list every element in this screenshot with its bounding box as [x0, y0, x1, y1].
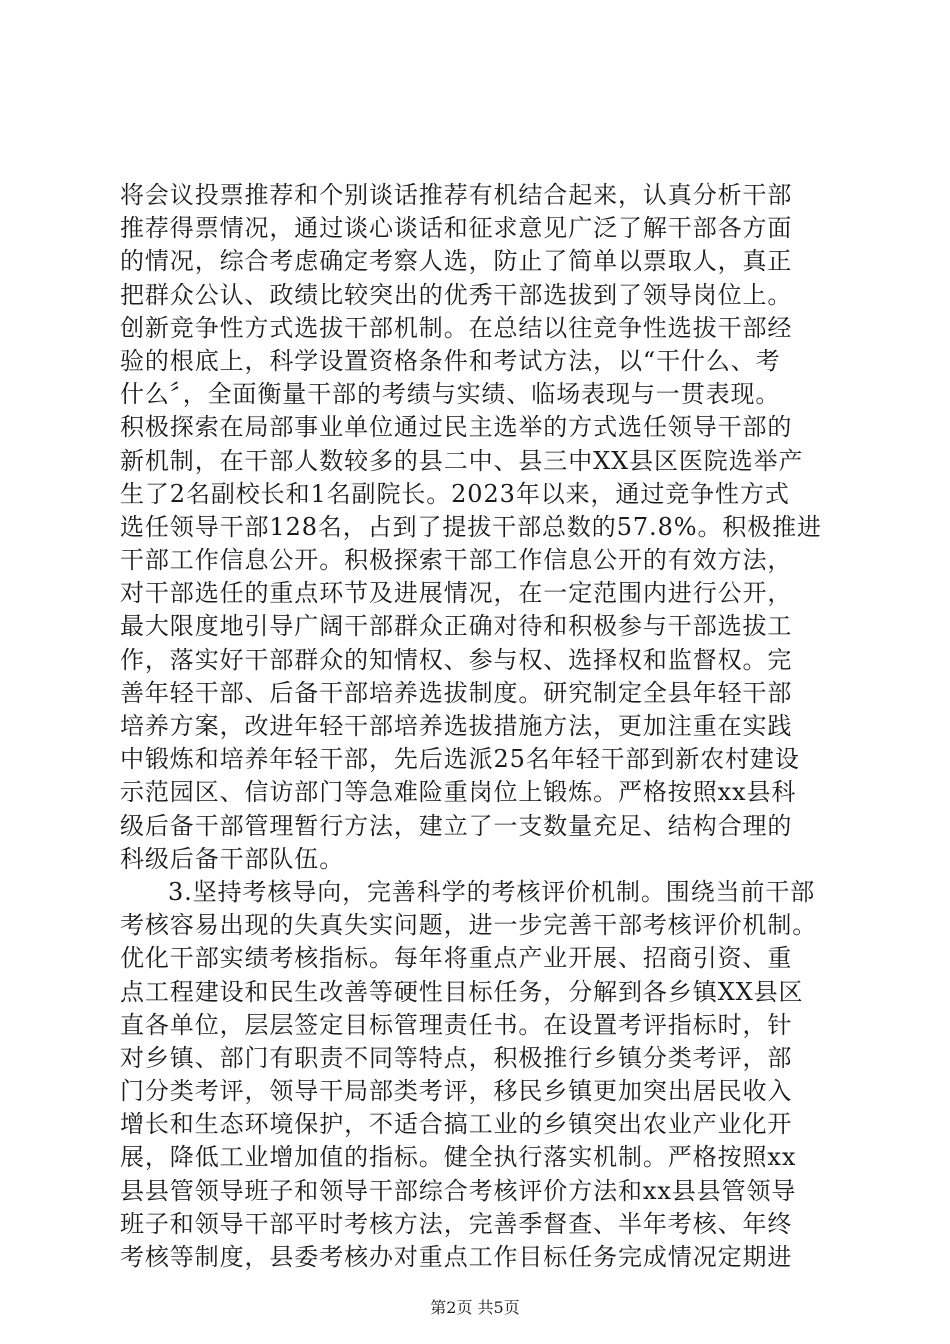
text-line: 最大限度地引导广阔干部群众正确对待和积极参与干部选拔工	[120, 612, 793, 641]
text-line: 增长和生态环境保护，不适合搞工业的乡镇突出农业产业化开	[120, 1110, 793, 1139]
text-line: 科级后备干部队伍。	[120, 844, 345, 873]
text-line: 积极探索在局部事业单位通过民主选举的方式选任领导干部的	[120, 413, 793, 442]
text-line: 新机制，在干部人数较多的县二中、县三中XX县区医院选举产	[120, 446, 804, 475]
text-line: 把群众公认、政绩比较突出的优秀干部选拔到了领导岗位上。	[120, 280, 793, 309]
text-line: 对干部选任的重点环节及进展情况，在一定范围内进行公开，	[120, 579, 793, 608]
text-line: 点工程建设和民生改善等硬性目标任务，分解到各乡镇XX县区	[120, 977, 804, 1006]
text-line: 培养方案，改进年轻干部培养选拔措施方法，更加注重在实践	[120, 712, 793, 740]
text-line: 生了2名副校长和1名副院长。2023年以来，通过竞争性方式	[120, 479, 790, 508]
text-line: 班子和领导干部平时考核方法，完善季督查、半年考核、年终	[120, 1209, 793, 1238]
text-line: 考核容易出现的失真失实问题，进一步完善干部考核评价机制。	[120, 911, 818, 940]
text-line: 县县管领导班子和领导干部综合考核评价方法和xx县县管领导	[120, 1176, 797, 1205]
text-line: 展，降低工业增加值的指标。健全执行落实机制。严格按照xx	[120, 1143, 797, 1172]
text-line: 直各单位，层层签定目标管理责任书。在设置考评指标时，针	[120, 1010, 793, 1039]
text-line: 推荐得票情况，通过谈心谈话和征求意见广泛了解干部各方面	[120, 214, 793, 243]
text-line: 善年轻干部、后备干部培养选拔制度。研究制定全县年轻干部	[120, 678, 793, 707]
text-line: 优化干部实绩考核指标。每年将重点产业开展、招商引资、重	[120, 944, 793, 973]
text-line: 验的根底上，科学设置资格条件和考试方法，以“干什么、考	[120, 346, 781, 375]
text-line: 门分类考评，领导干局部类考评，移民乡镇更加突出居民收入	[120, 1077, 793, 1106]
text-line: 的情况，综合考虑确定考察人选，防止了简单以票取人，真正	[120, 247, 793, 276]
text-line: 对乡镇、部门有职责不同等特点，积极推行乡镇分类考评，部	[120, 1043, 793, 1072]
text-line: 选任领导干部128名，占到了提拔干部总数的57.8%。积极推进	[120, 512, 822, 541]
page-number-label: 第2页 共5页	[430, 1298, 520, 1317]
text-line: 创新竞争性方式选拔干部机制。在总结以往竞争性选拔干部经	[120, 313, 793, 342]
text-line: 作，落实好干部群众的知情权、参与权、选择权和监督权。完	[120, 645, 793, 674]
text-line: 中锻炼和培养年轻干部，先后选派25名年轻干部到新农村建设	[120, 745, 800, 774]
paragraph-start-line: 3.坚持考核导向，完善科学的考核评价机制。围绕当前干部	[168, 877, 816, 906]
text-line: 级后备干部管理暂行方法，建立了一支数量充足、结构合理的	[120, 811, 793, 840]
text-line: 干部工作信息公开。积极探索干部工作信息公开的有效方法，	[120, 546, 793, 575]
text-line: 什么〞，全面衡量干部的考绩与实绩、临场表现与一贯表现。	[120, 380, 781, 409]
text-line: 示范园区、信访部门等急难险重岗位上锻炼。严格按照xx县科	[120, 778, 797, 807]
text-line: 将会议投票推荐和个别谈话推荐有机结合起来，认真分析干部	[120, 181, 793, 209]
text-line: 考核等制度，县委考核办对重点工作目标任务完成情况定期进	[120, 1243, 793, 1271]
page-footer	[0, 1298, 950, 1318]
document-body	[120, 179, 840, 1274]
